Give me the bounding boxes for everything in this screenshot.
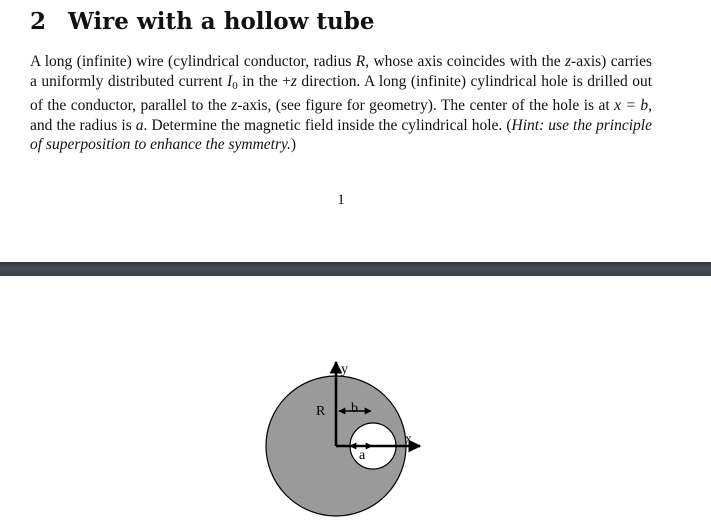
text-run: A long (infinite) wire (cylindrical conductor, radius (30, 53, 356, 70)
math-z: z (564, 53, 572, 70)
text-run: -axis) carries a uniformly distributed current (30, 53, 653, 90)
label-R: R (316, 404, 326, 419)
label-x: x (405, 432, 412, 447)
problem-statement (30, 52, 652, 155)
math-z: z (231, 97, 238, 115)
page-one (0, 0, 711, 262)
text-run: . Determine the magnetic field inside the cylindrical hole. ( (143, 116, 512, 134)
page-number: 1 (337, 192, 345, 208)
section-heading (30, 8, 374, 35)
math-x-equals-b: x = b (614, 97, 649, 115)
page-two (0, 276, 711, 531)
math-a: a (135, 116, 144, 134)
math-R: R (355, 53, 366, 70)
text-run: ) (290, 136, 297, 154)
geometry-figure (0, 276, 711, 531)
math-I-subscript: 0 (232, 79, 238, 92)
math-z: z (290, 72, 297, 90)
text-run: direction. A long (infinite) cylindrical hole is drilled out of the conductor, parallel to the (30, 72, 652, 115)
page-separator (0, 262, 711, 276)
label-a: a (359, 448, 366, 463)
text-run: in the + (237, 72, 291, 90)
math-I: I (227, 72, 233, 90)
section-number: 2 (30, 8, 47, 35)
hint-text: Hint: use the principle of superposition to enhance the symmetry. (30, 116, 652, 154)
text-run: , and the radius is (30, 97, 653, 134)
label-b: b (351, 401, 358, 416)
section-title: Wire with a hollow tube (68, 8, 375, 35)
text-run: , whose axis coincides with the (365, 53, 565, 70)
text-run: -axis, (see figure for geometry). The center of the hole is at (237, 97, 615, 115)
label-y: y (341, 362, 348, 377)
